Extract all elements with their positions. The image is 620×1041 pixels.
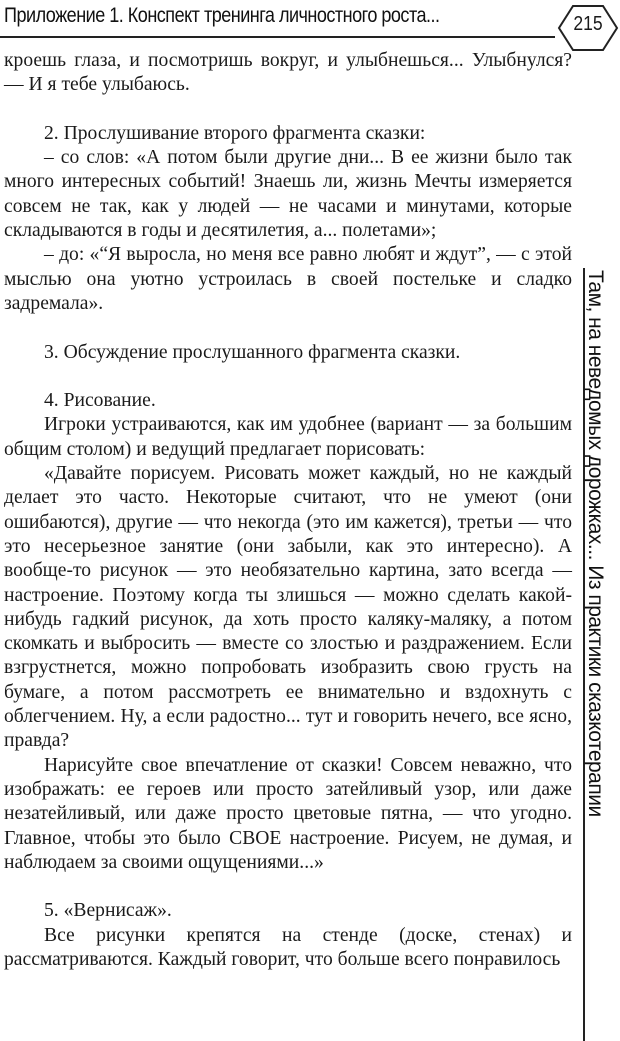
running-header [0,0,620,50]
page-number: 215 [573,13,603,35]
side-running-title: Там, на неведомых дорожках... Из практики сказкотерапии [584,270,607,817]
section-heading-4: 4. Рисование. [44,390,156,412]
header-rule [0,36,555,38]
paragraph-draw-impression: Нарисуйте свое впечатление от сказки! Совсем неважно, что изображать: ее героев или просто затейливый узор, или даже незатейливый, или даже просто цветовые пятна, — что угодно. Главное, чтобы это было СВОЕ настроение. Рисуем, не думая, и наблюдаем за своими ощущениями...» [4,754,572,873]
section-heading-3: 3. Обсуждение прослушанного фрагмента сказки. [44,341,461,363]
paragraph-to-words: – до: «“Я выросла, но меня все равно любят и ждут”, — с этой мыслью она уютно устроилась в своей постельке и сладко задремала». [4,244,572,314]
body-text [4,49,572,972]
paragraph-vernissage: Все рисунки крепятся на стенде (доске, стенах) и рассматриваются. Каждый говорит, что больше всего понравилось [4,924,572,970]
section-heading-5: 5. «Вернисаж». [44,900,172,922]
paragraph-drawing-quote: «Давайте порисуем. Рисовать может каждый, но не каждый делает это часто. Некоторые считают, что не умеют (они ошибаются), другие — что некогда (это им кажется), третьи — что это несерьезное занятие (они забыли, как это интересно). А вообще-то рисунок — это необязательно картина, зато всегда — настроение. Поэтому когда ты злишься — можно сделать какой-нибудь гадкий рисунок, да хоть просто каляку-маляку, а потом скомкать и выбросить — вместе со злостью и раздражением. Если взгрустнется, можно попробовать изобразить свою грусть на бумаге, а потом рассмотреть ее внимательно и вздохнуть с облегчением. Ну, а если радостно... тут и говорить нечего, все ясно, правда? [4,463,572,752]
page-number-badge [557,4,619,52]
paragraph-players: Игроки устраиваются, как им удобнее (вариант — за большим общим столом) и ведущий предлагает порисовать: [4,414,572,460]
paragraph-from-words: – со слов: «А потом были другие дни... В ее жизни было так много интересных событий! Знаешь ли, жизнь Мечты измеряется совсем не так, как у людей — не часами и минутами, которые складываются в годы и десятилетия, а... полетами»; [4,147,572,242]
section-heading-2: 2. Прослушивание второго фрагмента сказки: [44,122,426,144]
paragraph-continuation: кроешь глаза, и посмотришь вокруг, и улыбнешься... Улыбнулся? — И я тебе улыбаюсь. [4,50,572,96]
header-title: Приложение 1. Конспект тренинга личностного роста... [4,4,440,27]
